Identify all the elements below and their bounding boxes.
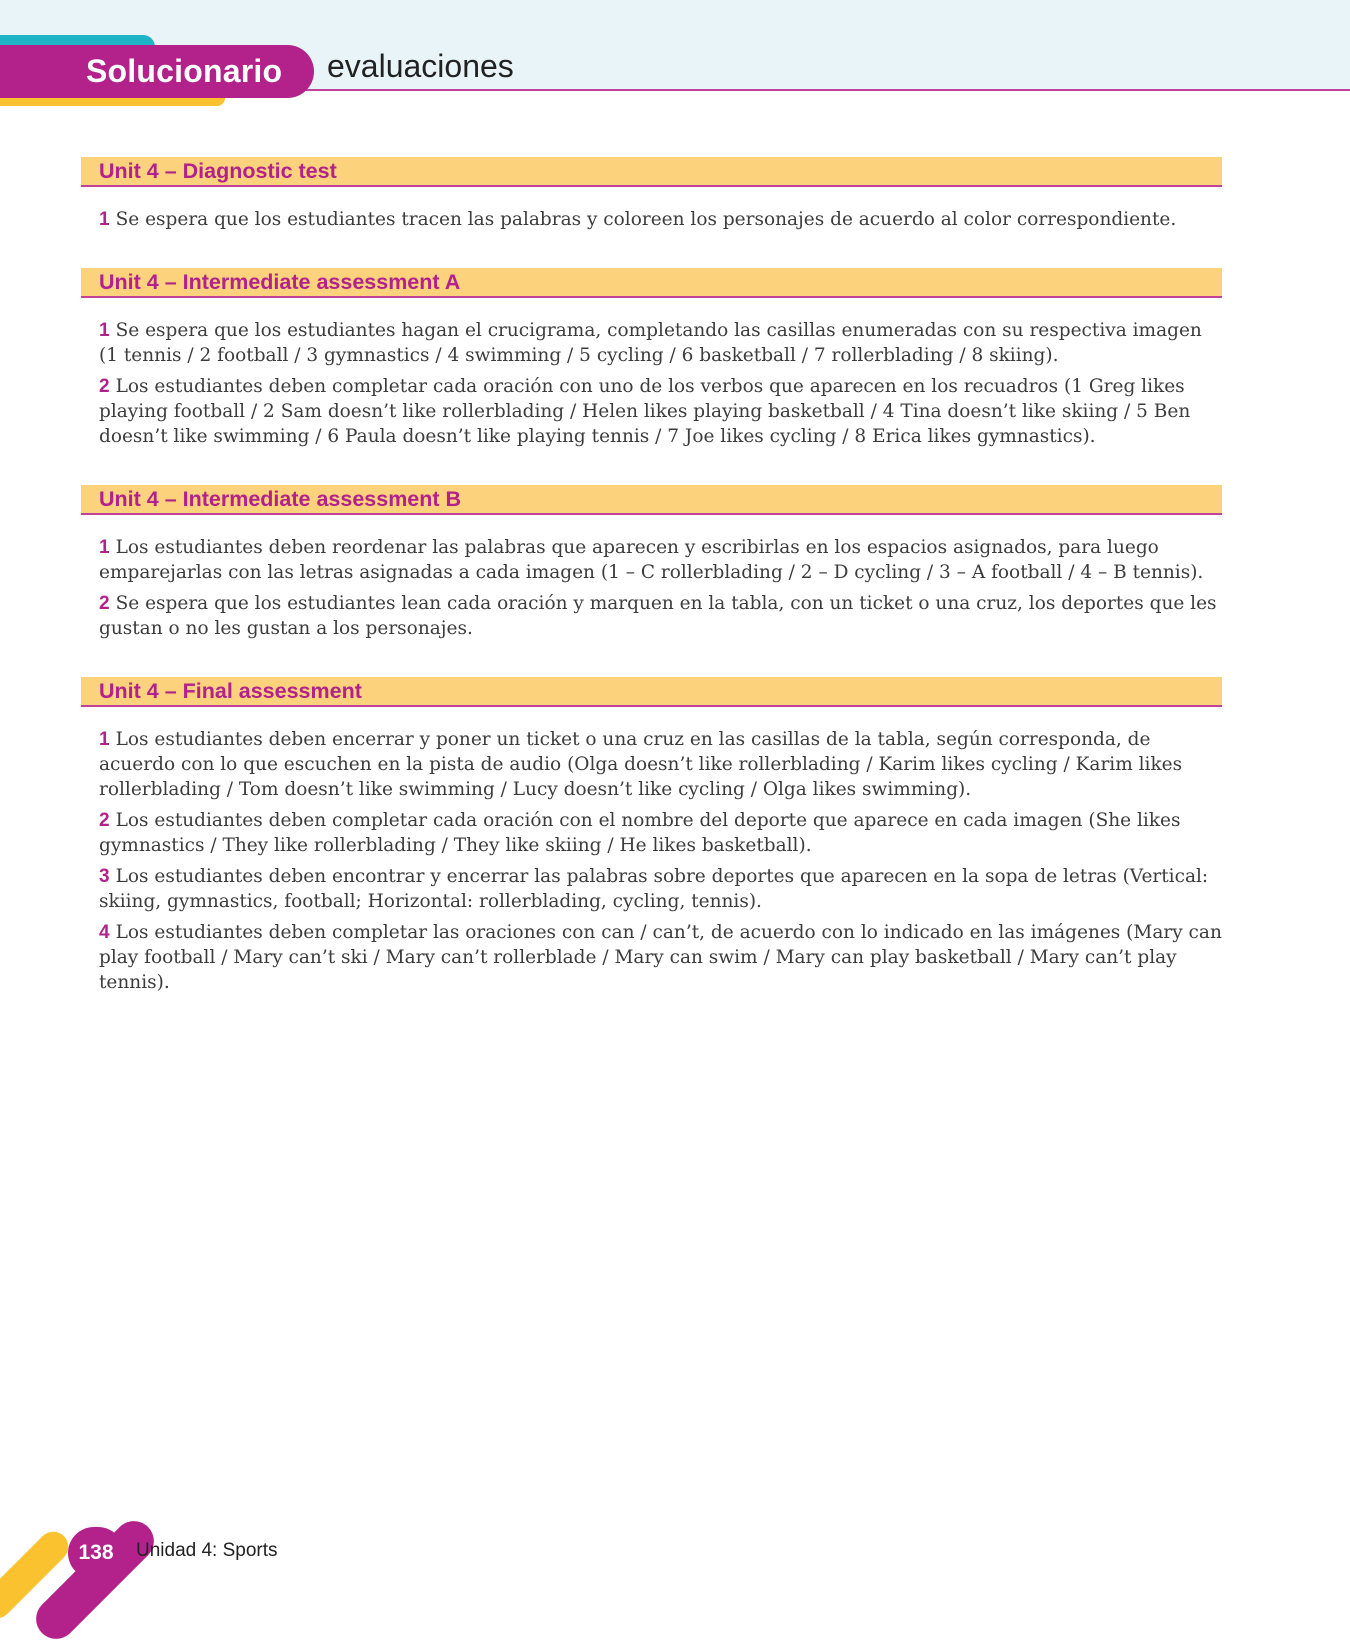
answer-number: 1	[99, 209, 110, 230]
answer-item	[99, 920, 1222, 995]
header-divider	[305, 89, 1350, 91]
header-tab	[0, 45, 314, 98]
section-items	[81, 187, 1222, 232]
answer-text: Los estudiantes deben completar cada oración con el nombre del deporte que aparece en cada imagen (She likes gymnastics / They like rollerblading / They like skiing / He likes basketball).	[99, 810, 1181, 856]
answer-item	[99, 318, 1222, 368]
section-header	[81, 485, 1222, 515]
answer-item	[99, 727, 1222, 802]
section-title: Unit 4 – Intermediate assessment A	[99, 269, 461, 294]
answer-text: Se espera que los estudiantes lean cada oración y marquen en la tabla, con un ticket o una cruz, los deportes que les gustan o no les gustan a los personajes.	[99, 593, 1217, 639]
section-items	[81, 515, 1222, 641]
answer-text: Se espera que los estudiantes hagan el crucigrama, completando las casillas enumeradas con su respectiva imagen (1 tennis / 2 football / 3 gymnastics / 4 swimming / 5 cycling / 6 basketball / 7 rollerblading / 8 skiing).	[99, 320, 1202, 366]
section-final-assessment	[81, 677, 1222, 995]
answer-number: 2	[99, 593, 110, 614]
answer-text: Los estudiantes deben encontrar y encerrar las palabras sobre deportes que aparecen en la sopa de letras (Vertical: skiing, gymnastics, football; Horizontal: rollerblading, cycling, tennis).	[99, 866, 1209, 912]
section-header	[81, 157, 1222, 187]
answer-number: 4	[99, 922, 110, 943]
section-intermediate-a	[81, 268, 1222, 449]
footer-unit-label: Unidad 4: Sports	[136, 1540, 278, 1561]
section-items	[81, 707, 1222, 995]
page-title: Solucionario	[86, 53, 283, 89]
answer-item	[99, 591, 1222, 641]
page-subtitle: evaluaciones	[327, 48, 514, 84]
section-title: Unit 4 – Diagnostic test	[99, 158, 337, 183]
page-number-badge: 138	[68, 1527, 124, 1579]
answer-item	[99, 374, 1222, 449]
section-title: Unit 4 – Intermediate assessment B	[99, 486, 462, 511]
section-intermediate-b	[81, 485, 1222, 641]
section-diagnostic-test	[81, 157, 1222, 232]
answer-text: Los estudiantes deben encerrar y poner un ticket o una cruz en las casillas de la tabla, según corresponda, de acuerdo con lo que escuchen en la pista de audio (Olga doesn’t like rollerblading / Karim likes cycling / Karim likes rollerblading / Tom doesn’t like swimming / Lucy doesn’t like cycling / Olga likes swimming).	[99, 729, 1183, 800]
answer-number: 1	[99, 729, 110, 750]
section-header	[81, 677, 1222, 707]
answer-item	[99, 864, 1222, 914]
main-content	[81, 157, 1222, 1031]
answer-number: 1	[99, 320, 110, 341]
section-items	[81, 298, 1222, 449]
answer-item	[99, 535, 1222, 585]
answer-number: 3	[99, 866, 110, 887]
answer-number: 2	[99, 376, 110, 397]
section-header	[81, 268, 1222, 298]
answer-item	[99, 808, 1222, 858]
answer-number: 1	[99, 537, 110, 558]
answer-text: Se espera que los estudiantes tracen las palabras y coloreen los personajes de acuerdo al color correspondiente.	[115, 209, 1177, 230]
section-title: Unit 4 – Final assessment	[99, 678, 362, 703]
answer-number: 2	[99, 810, 110, 831]
answer-text: Los estudiantes deben reordenar las palabras que aparecen y escribirlas en los espacios asignados, para luego emparejarlas con las letras asignadas a cada imagen (1 – C rollerblading / 2 – D cycling / 3 – A football / 4 – B tennis).	[99, 537, 1204, 583]
answer-item	[99, 207, 1222, 232]
answer-text: Los estudiantes deben completar las oraciones con can / can’t, de acuerdo con lo indicado en las imágenes (Mary can play football / Mary can’t ski / Mary can’t rollerblade / Mary can swim / Mary can play basketball / Mary can’t play tennis).	[99, 922, 1222, 993]
answer-text: Los estudiantes deben completar cada oración con uno de los verbos que aparecen en los recuadros (1 Greg likes playing football / 2 Sam doesn’t like rollerblading / Helen likes playing basketball / 4 Tina doesn’t like skiing / 5 Ben doesn’t like swimming / 6 Paula doesn’t like playing tennis / 7 Joe likes cycling / 8 Erica likes gymnastics).	[99, 376, 1191, 447]
